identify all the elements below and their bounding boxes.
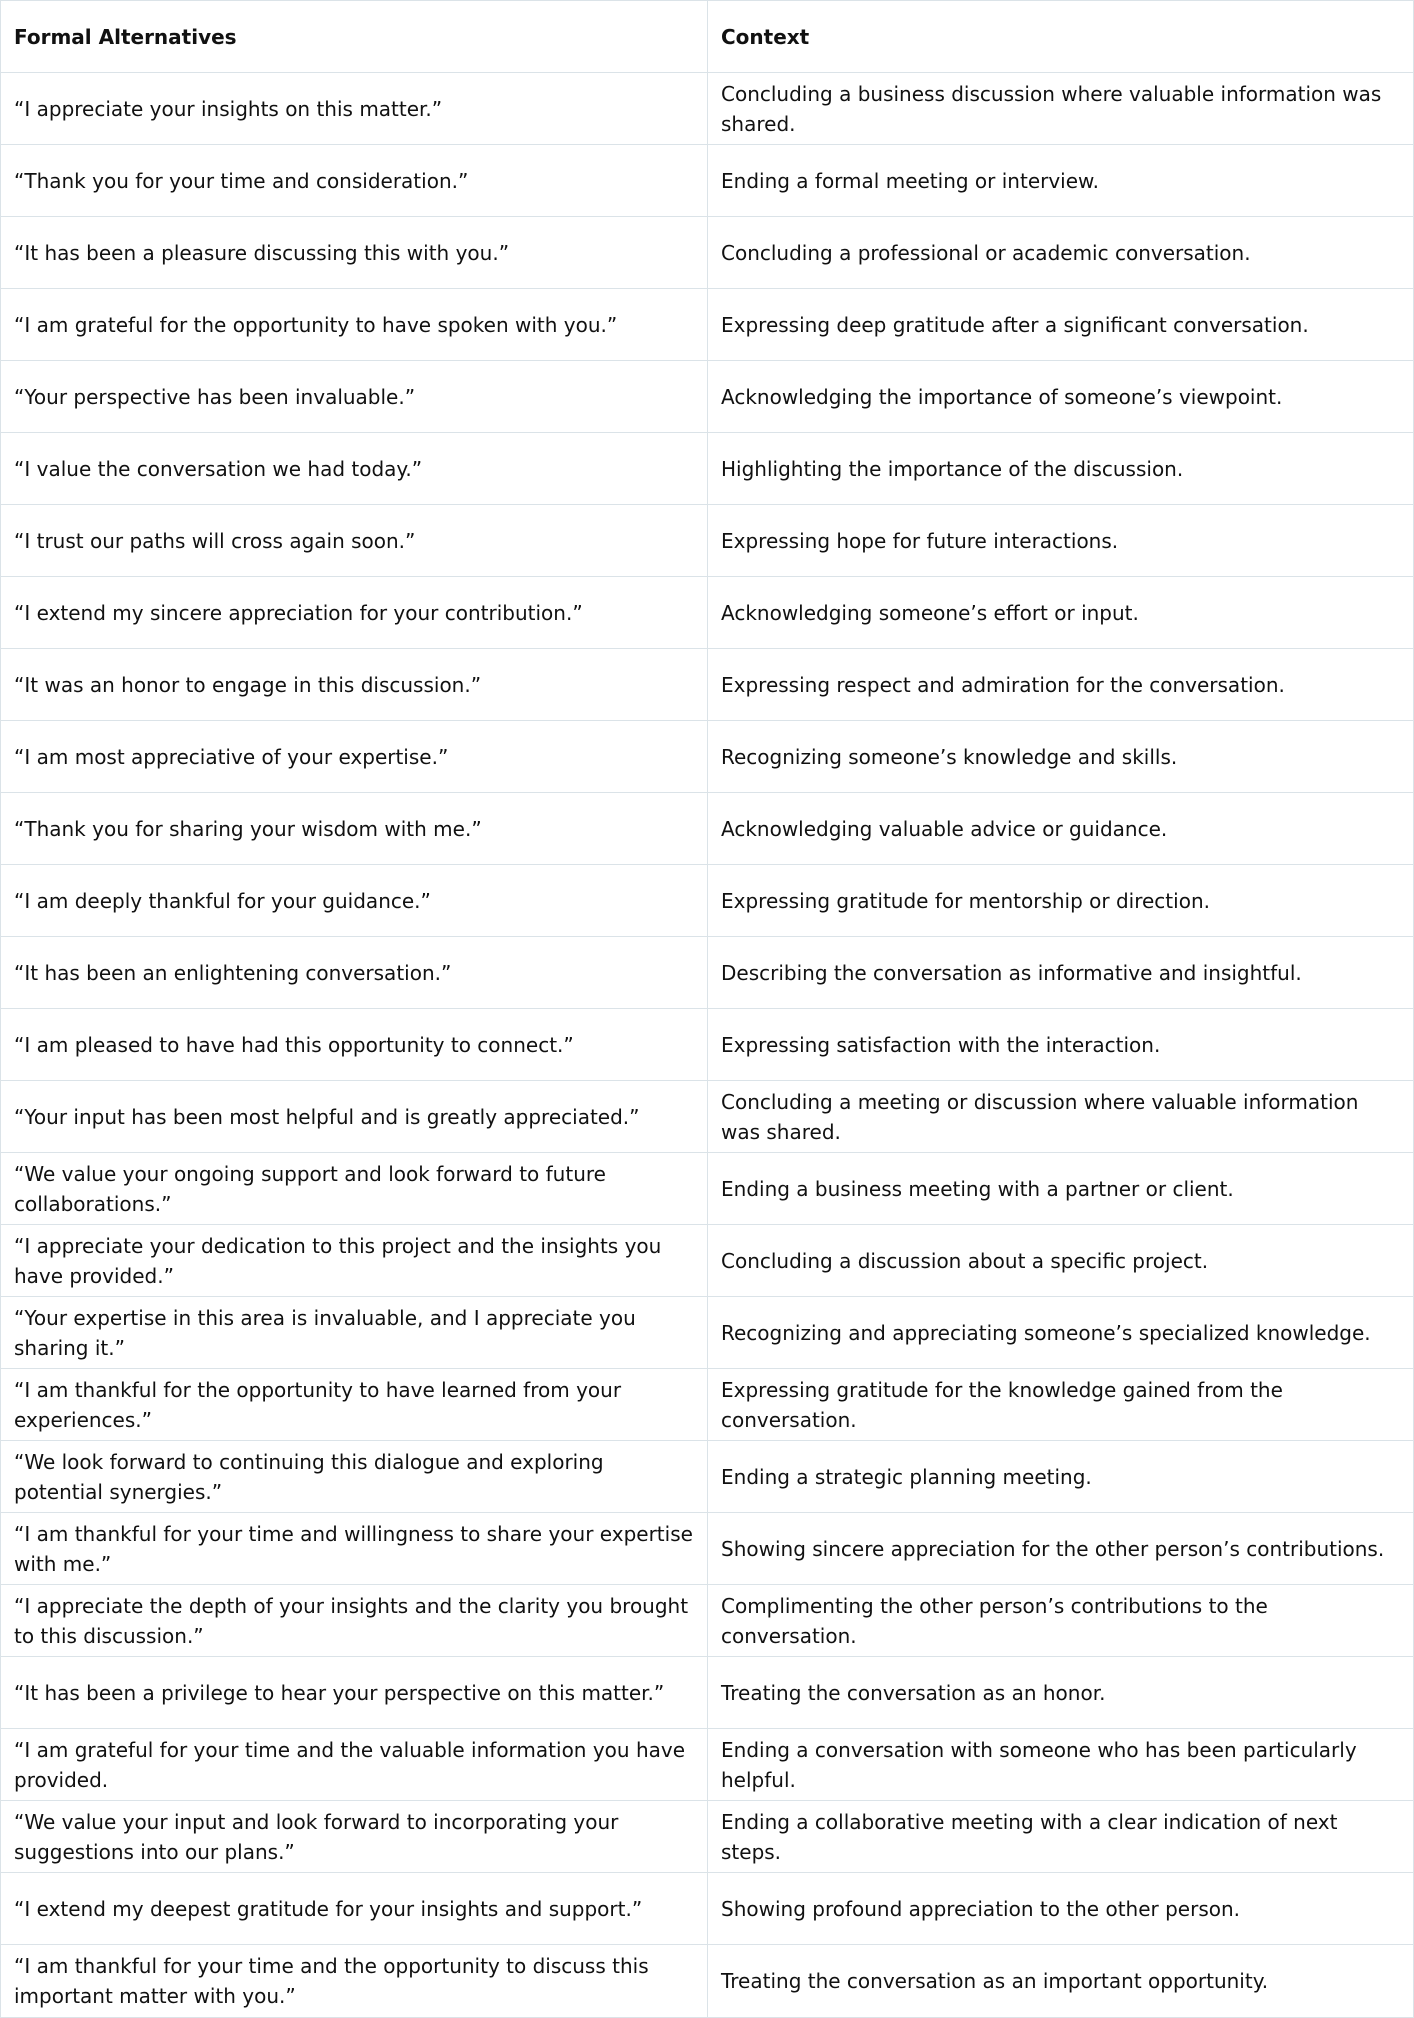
context-cell: Expressing hope for future interactions. xyxy=(708,505,1414,577)
table-row xyxy=(1,1081,1414,1153)
table-row xyxy=(1,1369,1414,1441)
context-cell: Expressing gratitude for the knowledge gained from the conversation. xyxy=(708,1369,1414,1441)
formal-alternative-cell: “I am grateful for the opportunity to have spoken with you.” xyxy=(1,289,708,361)
formal-alternative-cell: “It has been a pleasure discussing this with you.” xyxy=(1,217,708,289)
table-body xyxy=(1,73,1414,2018)
formal-alternative-cell: “I value the conversation we had today.” xyxy=(1,433,708,505)
context-cell: Ending a strategic planning meeting. xyxy=(708,1441,1414,1513)
header-formal-alternatives: Formal Alternatives xyxy=(1,1,708,73)
context-cell: Concluding a business discussion where valuable information was shared. xyxy=(708,73,1414,145)
formal-alternative-cell: “I am pleased to have had this opportunity to connect.” xyxy=(1,1009,708,1081)
table-row xyxy=(1,865,1414,937)
table-row xyxy=(1,1945,1414,2018)
formal-alternative-cell: “It was an honor to engage in this discussion.” xyxy=(1,649,708,721)
context-cell: Ending a formal meeting or interview. xyxy=(708,145,1414,217)
table-row xyxy=(1,1441,1414,1513)
context-cell: Recognizing someone’s knowledge and skills. xyxy=(708,721,1414,793)
formal-alternative-cell: “I appreciate the depth of your insights and the clarity you brought to this discussion.” xyxy=(1,1585,708,1657)
context-cell: Acknowledging someone’s effort or input. xyxy=(708,577,1414,649)
context-cell: Recognizing and appreciating someone’s specialized knowledge. xyxy=(708,1297,1414,1369)
context-cell: Complimenting the other person’s contributions to the conversation. xyxy=(708,1585,1414,1657)
table-row xyxy=(1,1009,1414,1081)
formal-alternative-cell: “Thank you for your time and consideration.” xyxy=(1,145,708,217)
table-row xyxy=(1,1585,1414,1657)
formal-alternative-cell: “I extend my sincere appreciation for your contribution.” xyxy=(1,577,708,649)
table-row xyxy=(1,433,1414,505)
table-row xyxy=(1,361,1414,433)
table-row xyxy=(1,505,1414,577)
context-cell: Expressing satisfaction with the interaction. xyxy=(708,1009,1414,1081)
table-row xyxy=(1,1153,1414,1225)
table-row xyxy=(1,217,1414,289)
context-cell: Showing sincere appreciation for the other person’s contributions. xyxy=(708,1513,1414,1585)
formal-alternative-cell: “I am grateful for your time and the valuable information you have provided. xyxy=(1,1729,708,1801)
context-cell: Expressing gratitude for mentorship or direction. xyxy=(708,865,1414,937)
context-cell: Concluding a professional or academic conversation. xyxy=(708,217,1414,289)
table-row xyxy=(1,1801,1414,1873)
formal-alternative-cell: “It has been an enlightening conversation.” xyxy=(1,937,708,1009)
header-context: Context xyxy=(708,1,1414,73)
formal-alternative-cell: “Your perspective has been invaluable.” xyxy=(1,361,708,433)
table-row xyxy=(1,1657,1414,1729)
formal-alternative-cell: “I appreciate your dedication to this project and the insights you have provided.” xyxy=(1,1225,708,1297)
context-cell: Expressing deep gratitude after a significant conversation. xyxy=(708,289,1414,361)
formal-alternative-cell: “I am thankful for your time and the opportunity to discuss this important matter with you.” xyxy=(1,1945,708,2018)
table-row xyxy=(1,577,1414,649)
table-row xyxy=(1,649,1414,721)
context-cell: Concluding a meeting or discussion where valuable information was shared. xyxy=(708,1081,1414,1153)
formal-alternative-cell: “Your input has been most helpful and is greatly appreciated.” xyxy=(1,1081,708,1153)
table-row xyxy=(1,793,1414,865)
context-cell: Showing profound appreciation to the other person. xyxy=(708,1873,1414,1945)
table-header-row xyxy=(1,1,1414,73)
formal-alternative-cell: “We look forward to continuing this dialogue and exploring potential synergies.” xyxy=(1,1441,708,1513)
formal-alternative-cell: “I extend my deepest gratitude for your insights and support.” xyxy=(1,1873,708,1945)
formal-alternative-cell: “Thank you for sharing your wisdom with me.” xyxy=(1,793,708,865)
context-cell: Ending a business meeting with a partner or client. xyxy=(708,1153,1414,1225)
context-cell: Treating the conversation as an honor. xyxy=(708,1657,1414,1729)
context-cell: Describing the conversation as informative and insightful. xyxy=(708,937,1414,1009)
table-row xyxy=(1,721,1414,793)
table-row xyxy=(1,1513,1414,1585)
table-row xyxy=(1,937,1414,1009)
formal-alternative-cell: “I am thankful for your time and willingness to share your expertise with me.” xyxy=(1,1513,708,1585)
context-cell: Acknowledging valuable advice or guidance. xyxy=(708,793,1414,865)
context-cell: Acknowledging the importance of someone’s viewpoint. xyxy=(708,361,1414,433)
context-cell: Ending a conversation with someone who has been particularly helpful. xyxy=(708,1729,1414,1801)
formal-alternative-cell: “I am most appreciative of your expertise.” xyxy=(1,721,708,793)
table-row xyxy=(1,1729,1414,1801)
formal-alternative-cell: “We value your ongoing support and look forward to future collaborations.” xyxy=(1,1153,708,1225)
formal-alternative-cell: “Your expertise in this area is invaluable, and I appreciate you sharing it.” xyxy=(1,1297,708,1369)
formal-alternative-cell: “I trust our paths will cross again soon.” xyxy=(1,505,708,577)
formal-alternative-cell: “I appreciate your insights on this matter.” xyxy=(1,73,708,145)
context-cell: Expressing respect and admiration for the conversation. xyxy=(708,649,1414,721)
formal-alternative-cell: “It has been a privilege to hear your perspective on this matter.” xyxy=(1,1657,708,1729)
context-cell: Treating the conversation as an important opportunity. xyxy=(708,1945,1414,2018)
context-cell: Ending a collaborative meeting with a clear indication of next steps. xyxy=(708,1801,1414,1873)
table-row xyxy=(1,1297,1414,1369)
formal-alternative-cell: “I am thankful for the opportunity to have learned from your experiences.” xyxy=(1,1369,708,1441)
table-row xyxy=(1,145,1414,217)
formal-alternative-cell: “I am deeply thankful for your guidance.” xyxy=(1,865,708,937)
formal-alternative-cell: “We value your input and look forward to incorporating your suggestions into our plans.” xyxy=(1,1801,708,1873)
table-row xyxy=(1,1225,1414,1297)
table-row xyxy=(1,73,1414,145)
table-row xyxy=(1,1873,1414,1945)
context-cell: Highlighting the importance of the discussion. xyxy=(708,433,1414,505)
context-cell: Concluding a discussion about a specific project. xyxy=(708,1225,1414,1297)
table-row xyxy=(1,289,1414,361)
